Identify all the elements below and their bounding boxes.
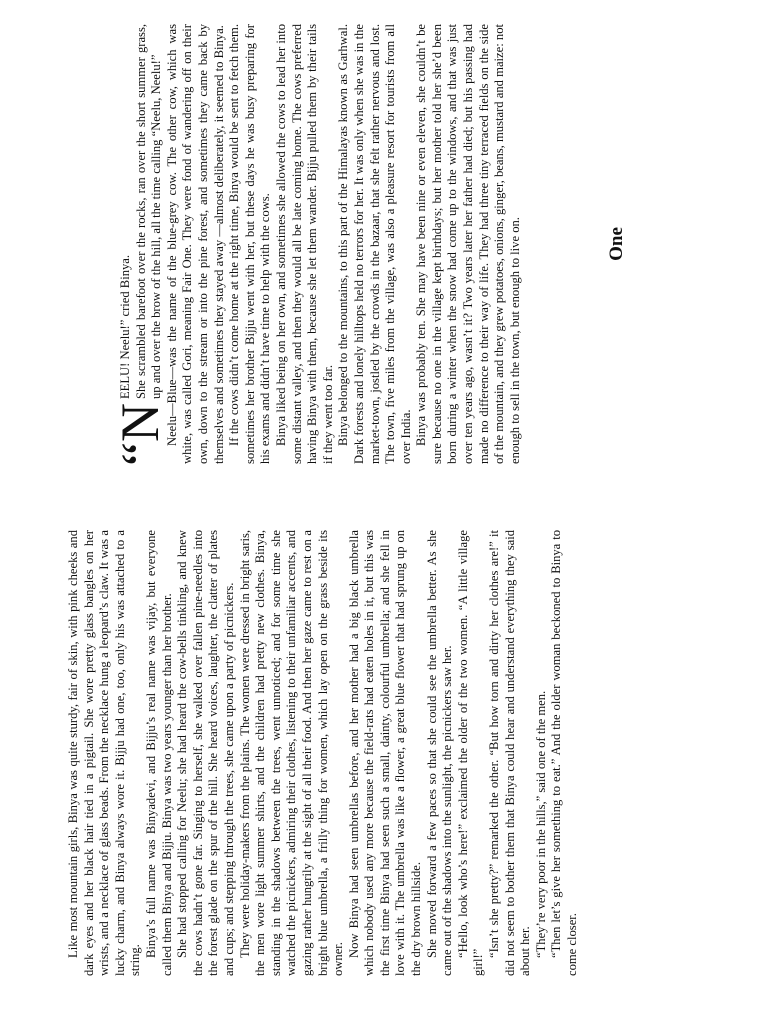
left-page-column bbox=[110, 24, 523, 466]
opening-line: EELU! Neelu!” cried Binya. bbox=[118, 254, 132, 400]
paragraph: She moved forward a few paces so that she could see the umbrella better. As she came out of the shadows into the sunlight, the picnickers saw her. bbox=[424, 530, 455, 976]
right-page-column bbox=[66, 530, 581, 976]
paragraph: “They’re very poor in the hills,” said one of the men. bbox=[533, 690, 548, 958]
paragraph: Binya was probably ten. She may have been nine or even eleven, she couldn’t be sure because no one in the village kept birthdays; but her mother told her she’d been born during a winter when the snow had come up to the windows, and that was just over ten years ago, wasn’t it? Two years later her father had died; but his passing had made no difference to their way of life. They had three tiny terraced fields on the side of the mountain, and they grew potatoes, onions, ginger, beans, mustard and maize: not enough to sell in the town, but enough to live on. bbox=[414, 24, 522, 464]
paragraph: “Then let’s give her something to eat.” And the older woman beckoned to Binya to come closer. bbox=[549, 530, 579, 976]
drop-cap: “N bbox=[110, 403, 170, 466]
paragraph: Binya liked being on her own, and sometimes she allowed the cows to lead her into some distant valley, and then they would all be late coming home. The cows preferred having Binya with them, because she let them wander. Bijju pulled them by their tails if they went too far. bbox=[273, 24, 335, 464]
paragraph: They were holiday-makers from the plains. The women were dressed in bright saris, the men wore light summer shirts, and the children had pretty new clothes. Binya, standing in the shadows between the trees, went unnoticed; and for some time she watched the picnickers, admiring their clothes, listening to their unfamiliar accents, and gazing rather hungrily at the sight of all their food. And then her gaze came to rest on a bright blue umbrella, a frilly thing for women, which lay open on the grass beside its owner. bbox=[237, 530, 346, 976]
paragraph: Now Binya had seen umbrellas before, and her mother had a big black umbrella which nobody used any more because the field-rats had eaten holes in it, but this was the first time Binya had seen such a small, dainty, colourful umbrella; and she fell in love with it. The umbrella was like a flower, a great blue flower that had sprung up on the dry brown hillside. bbox=[346, 530, 424, 976]
paragraph: She scrambled barefoot over the rocks, ran over the short summer grass, up and over the brow of the hill, all the time calling “Neelu, Neelu!” bbox=[133, 24, 164, 400]
chapter-opening bbox=[110, 24, 170, 466]
chapter-title: One bbox=[606, 227, 627, 261]
paragraph: Binya belonged to the mountains, to this part of the Himalayas known as Garhwal. Dark forests and lonely hilltops held no terrors for her. It was only when she was in the market-town, jostled by the crowds in the bazaar, that she felt rather nervous and lost. The town, five miles from the village, was also a pleasure resort for tourists from all over India. bbox=[336, 24, 413, 464]
paragraph: Neelu—Blue—was the name of the blue-grey cow. The other cow, which was white, was called Gori, meaning Fair One. They were fond of wandering off on their own, down to the stream or into the pine forest, and sometimes they came back by themselves and sometimes they stayed away —almost deliberately, it seemed to Binya. bbox=[164, 24, 226, 464]
paragraph: “Isn’t she pretty?” remarked the other. “But how torn and dirty her clothes are!” it did not seem to bother them that Binya could hear and understand everything they said about her. bbox=[487, 530, 533, 976]
paragraph: Binya’s full name was Binyadevi, and Bijju’s real name was vijay, but everyone called them Binya and Bijju. Binya was two years younger than her brother. bbox=[143, 530, 174, 976]
paragraph: She had stopped calling for Neelu; she had heard the cow-bells tinkling, and knew the cows hadn’t gone far. Singing to herself, she walked over fallen pine-needles into the forest glade on the spur of the hill. She heard voices, laughter, the clatter of plates and cups; and stepping through the trees, she came upon a party of picnickers. bbox=[175, 530, 236, 976]
paragraph: If the cows didn’t come home at the right time, Binya would be sent to fetch them. sometimes her brother Bijju went with her, but these days he was busy preparing for his exams and didn’t have time to help with the cows. bbox=[227, 24, 273, 464]
paragraph: “Hello, look who’s here!” exclaimed the older of the two women. “A little village girl!” bbox=[455, 530, 486, 976]
paragraph: Like most mountain girls, Binya was quite sturdy, fair of skin, with pink cheeks and dark eyes and her black hair tied in a pigtail. She wore pretty glass bangles on her wrists, and a necklace of glass beads. From the necklace hung a leopard’s claw. It was a lucky charm, and Binya always wore it. Bijju had one, too, only his was attached to a string. bbox=[66, 530, 143, 976]
